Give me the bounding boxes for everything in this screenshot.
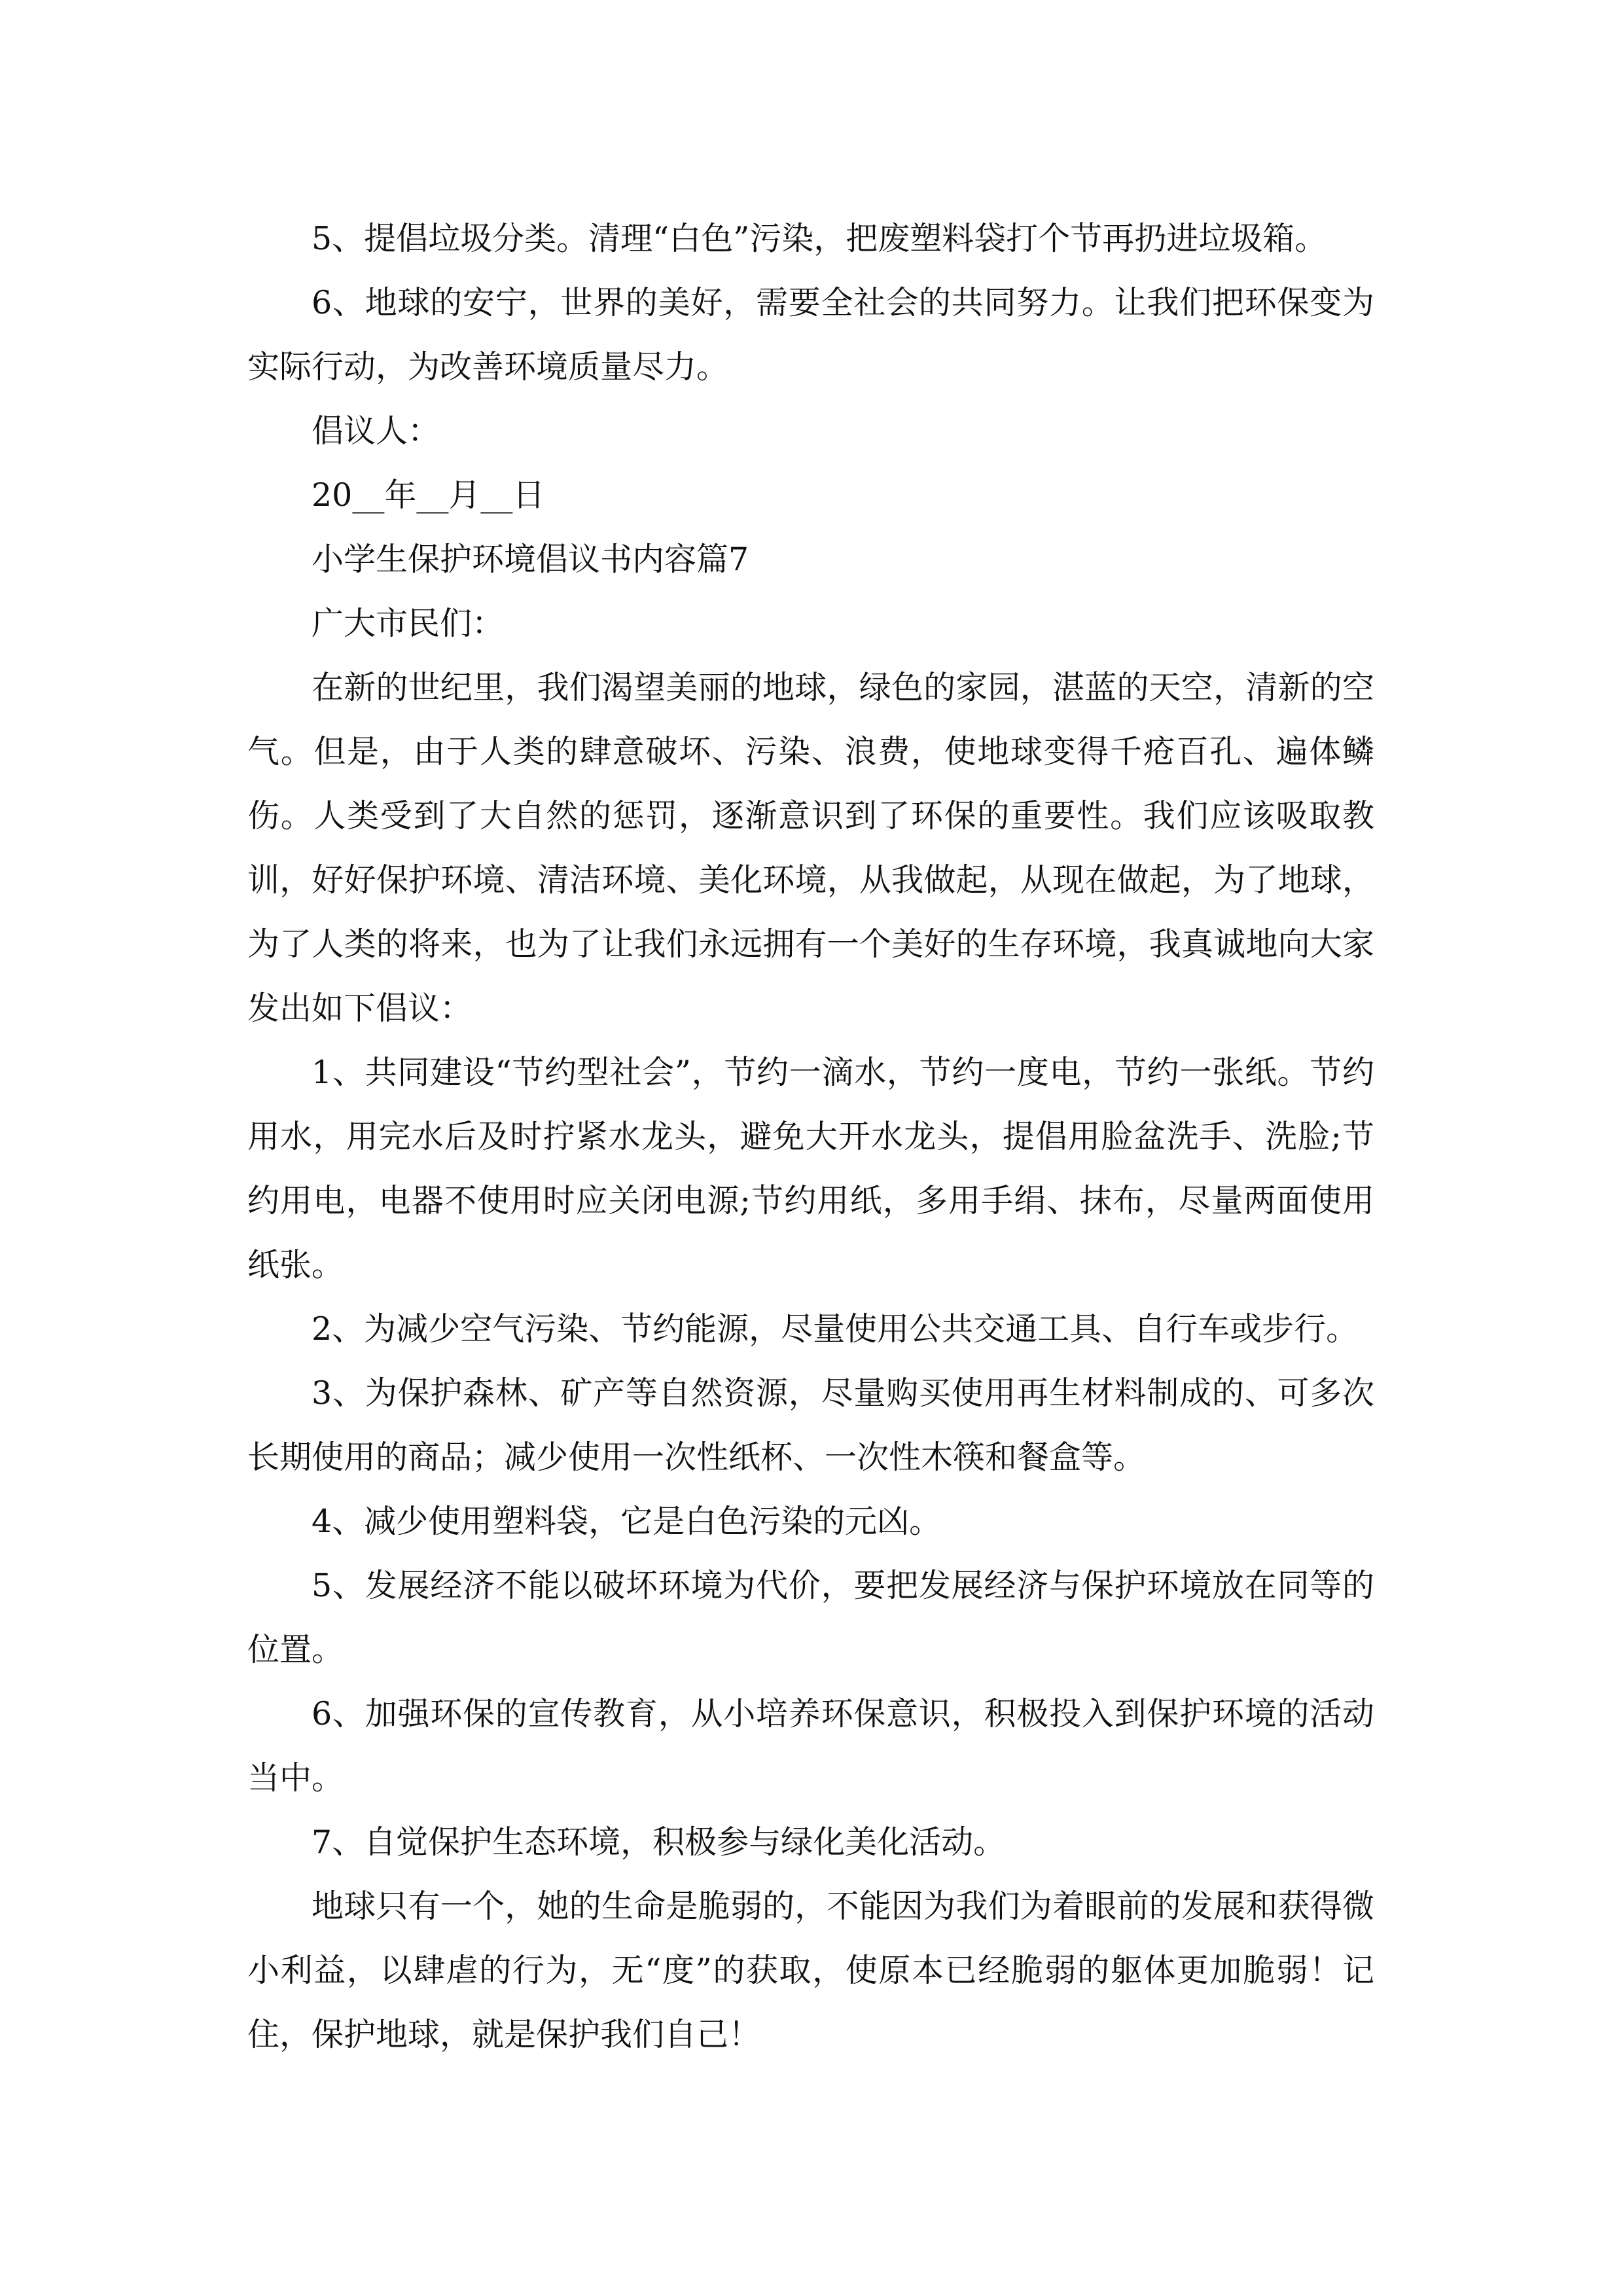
- signature-line: 倡议人：: [312, 412, 440, 450]
- proposal-item-5-sorting: 5、提倡垃圾分类。清理“白色”污染，把废塑料袋打个节再扔进垃圾箱。: [312, 220, 1327, 257]
- section-title: 小学生保护环境倡议书内容篇7: [312, 541, 749, 578]
- proposal-item-3: 3、为保护森林、矿产等自然资源，尽量购买使用再生材料制成的、可多次长期使用的商品；减少使用一次性纸杯、一次性木筷和餐盒等。: [247, 1374, 1374, 1476]
- proposal-item-6: 6、加强环保的宣传教育，从小培养环保意识，积极投入到保护环境的活动当中。: [247, 1695, 1374, 1797]
- salutation: 广大市民们：: [312, 605, 505, 642]
- date-line: 20__年__月__日: [312, 476, 545, 514]
- document-body: [247, 207, 1374, 2067]
- proposal-item-1: 1、共同建设“节约型社会”，节约一滴水，节约一度电，节约一张纸。节约用水，用完水后及时拧紧水龙头，避免大开水龙头，提倡用脸盆洗手、洗脸;节约用电，电器不使用时应关闭电源;节约用纸，多用手绢、抹布，尽量两面使用纸张。: [247, 1054, 1374, 1283]
- proposal-item-4: 4、减少使用塑料袋，它是白色污染的元凶。: [312, 1503, 942, 1540]
- proposal-item-2: 2、为减少空气污染、节约能源，尽量使用公共交通工具、自行车或步行。: [312, 1310, 1359, 1348]
- proposal-item-5: 5、发展经济不能以破坏环境为代价，要把发展经济与保护环境放在同等的位置。: [247, 1567, 1374, 1668]
- intro-paragraph: 在新的世纪里，我们渴望美丽的地球，绿色的家园，湛蓝的天空，清新的空气。但是，由于人类的肆意破坏、污染、浪费，使地球变得千疮百孔、遍体鳞伤。人类受到了大自然的惩罚，逐渐意识到了环保的重要性。我们应该吸取教训，好好保护环境、清洁环境、美化环境，从我做起，从现在做起，为了地球，为了人类的将来，也为了让我们永远拥有一个美好的生存环境，我真诚地向大家发出如下倡议：: [247, 669, 1374, 1027]
- proposal-item-6-joint-effort: 6、地球的安宁，世界的美好，需要全社会的共同努力。让我们把环保变为实际行动，为改善环境质量尽力。: [247, 284, 1374, 386]
- closing-paragraph: 地球只有一个，她的生命是脆弱的，不能因为我们为着眼前的发展和获得微小利益，以肆虐的行为，无“度”的获取，使原本已经脆弱的躯体更加脆弱！记住，保护地球，就是保护我们自己！: [247, 1888, 1374, 2053]
- proposal-item-7: 7、自觉保护生态环境，积极参与绿化美化活动。: [312, 1823, 1006, 1861]
